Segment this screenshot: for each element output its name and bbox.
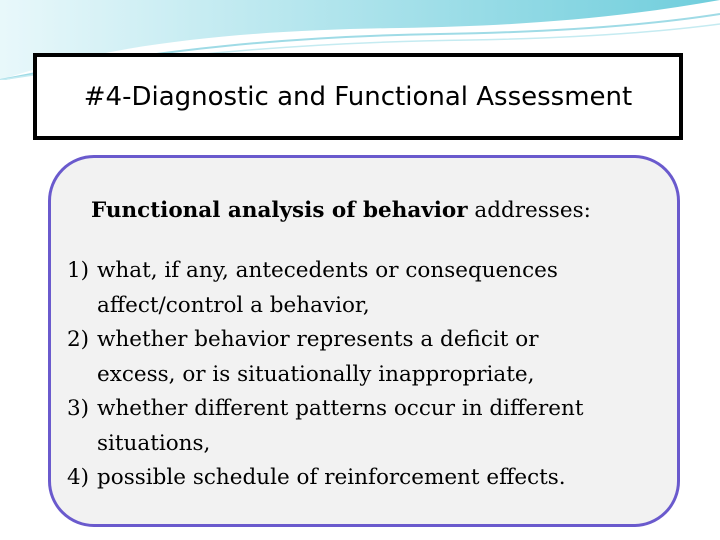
list-number: 2)	[67, 327, 90, 352]
list-text	[97, 323, 667, 392]
list-line: what, if any, antecedents or consequences	[97, 258, 558, 283]
list-item	[67, 254, 667, 323]
list-line: whether different patterns occur in different	[97, 396, 584, 421]
slide-title: #4-Diagnostic and Functional Assessment	[83, 81, 633, 112]
list-item	[67, 461, 667, 496]
list-line: affect/control a behavior,	[97, 292, 370, 318]
title-box	[33, 53, 683, 140]
list-number: 1)	[67, 258, 90, 283]
list-text	[97, 254, 667, 323]
list-item	[67, 392, 667, 461]
list-line: possible schedule of reinforcement effects.	[97, 465, 566, 490]
list-line: excess, or is situationally inappropriate,	[97, 361, 535, 387]
list-line: whether behavior represents a deficit or	[97, 327, 539, 352]
list-text	[97, 392, 667, 461]
intro-text	[91, 198, 591, 223]
numbered-list	[67, 254, 667, 496]
list-number: 3)	[67, 396, 90, 421]
intro-rest: addresses:	[467, 198, 591, 223]
intro-bold: Functional analysis of behavior	[91, 198, 468, 223]
list-number: 4)	[67, 465, 90, 490]
list-item	[67, 323, 667, 392]
list-text	[97, 461, 667, 496]
content-box	[48, 155, 680, 527]
list-line: situations,	[97, 430, 211, 456]
